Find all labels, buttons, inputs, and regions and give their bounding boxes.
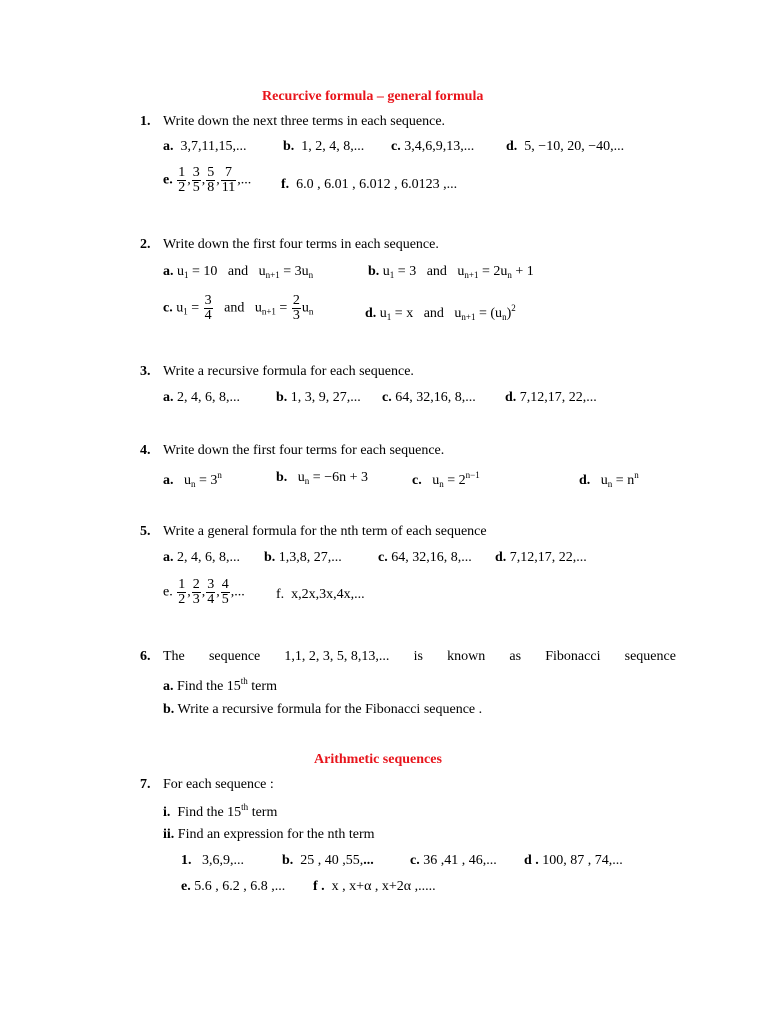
q5-part-a: a. 2, 4, 6, 8,... [163,550,240,565]
question-4-number: 4. [140,443,151,458]
q4-part-d: d. $u_n = n^n$ [579,470,639,489]
q7-part-ii: ii. Find an expression for the nth term [163,827,375,842]
q4-part-b: b. $u_n = -6n + 3$ [276,470,368,486]
question-7-text: For each sequence : [163,777,274,792]
q6-part-a: a. Find the 15th term [163,676,277,694]
q1-part-e: e. $\frac{1}{2}$ , $\frac{3}{5}$ , $\frac{5}{8}$ , $\frac{7}{11}$ ,... [163,165,252,195]
fraction: $\frac{7}{11}$ [221,165,236,195]
q2-part-b: b. $u_1 = 3$ and $u_{n+1} = 2u_n + 1$ [368,264,534,280]
q5-part-f: f. x,2x,3x,4x,... [276,587,365,602]
fraction: $\frac{3}{5}$ [192,165,200,195]
q1-part-c: c. 3,4,6,9,13,... [391,139,475,154]
fraction: $\frac{1}{2}$ [178,577,186,607]
q1-part-f: f. 6.0 , 6.01 , 6.012 , 6.0123 ,... [281,177,458,192]
q7-item-e: e. 5.6 , 6.2 , 6.8 ,... [181,879,286,894]
q6-part-b: b. Write a recursive formula for the Fibonacci sequence . [163,702,483,717]
question-6-text: The sequence 1,1, 2, 3, 5, 8,13,... is known as Fibonacci sequence [163,649,676,664]
section-title-recursive: Recurcive formula – general formula [262,89,484,104]
question-6-number: 6. [140,649,151,664]
fraction: $\frac{3}{4}$ [207,577,215,607]
q3-part-d: d. 7,12,17, 22,... [505,390,597,405]
q1-part-b: b. 1, 2, 4, 8,... [283,139,365,154]
q4-part-c: c. $u_n = 2^{n-1}$ [412,470,480,489]
q7-item-c: c. 36 ,41 , 46,... [410,853,497,868]
fraction: $\frac{2}{3}$ [192,577,200,607]
q7-item-f: f . x , x+α , x+2α ,..... [313,879,436,894]
section-title-arithmetic: Arithmetic sequences [314,752,442,767]
q5-part-c: c. 64, 32,16, 8,... [378,550,472,565]
fraction: $\frac{1}{2}$ [178,165,186,195]
q3-part-b: b. 1, 3, 9, 27,... [276,390,361,405]
q5-part-b: b. 1,3,8, 27,... [264,550,342,565]
q7-part-i: i. Find the 15th term [163,802,278,820]
fraction: $\frac{4}{5}$ [221,577,229,607]
q2-part-c: c. $u_1$ = $\frac{3}{4}$ and $u_{n+1}$ = $\frac{2}{3}$ $u_n$ [163,293,314,323]
question-3-text: Write a recursive formula for each sequence. [163,364,414,379]
question-3-number: 3. [140,364,151,379]
fraction: $\frac{3}{4}$ [204,293,212,323]
q5-part-e: e. $\frac{1}{2}$ , $\frac{2}{3}$ , $\frac{3}{4}$ , $\frac{4}{5}$ ,... [163,577,245,607]
question-4-text: Write down the first four terms for each sequence. [163,443,445,458]
fraction: $\frac{2}{3}$ [292,293,300,323]
q4-part-a: a. $u_n = 3^n$ [163,470,222,489]
q3-part-c: c. 64, 32,16, 8,... [382,390,476,405]
question-2-text: Write down the first four terms in each sequence. [163,237,439,252]
q7-item-1: 1. 3,6,9,... [181,853,244,868]
question-5-text: Write a general formula for the nth term of each sequence [163,524,487,539]
q1-part-d: d. 5, −10, 20, −40,... [506,139,625,154]
q5-part-d: d. 7,12,17, 22,... [495,550,587,565]
q7-item-b: b. 25 , 40 ,55,... [282,853,374,868]
question-5-number: 5. [140,524,151,539]
question-1-text: Write down the next three terms in each sequence. [163,114,446,129]
question-7-number: 7. [140,777,151,792]
question-2-number: 2. [140,237,151,252]
q3-part-a: a. 2, 4, 6, 8,... [163,390,240,405]
fraction: $\frac{5}{8}$ [207,165,215,195]
q1-part-a: a. 3,7,11,15,... [163,139,247,154]
question-1-number: 1. [140,114,151,129]
q2-part-d: d. $u_1 = x$ and $u_{n+1} = (u_n)^2$ [365,303,516,322]
q7-item-d: d . 100, 87 , 74,... [524,853,623,868]
q2-part-a: a. $u_1 = 10$ and $u_{n+1} = 3u_n$ [163,264,314,280]
